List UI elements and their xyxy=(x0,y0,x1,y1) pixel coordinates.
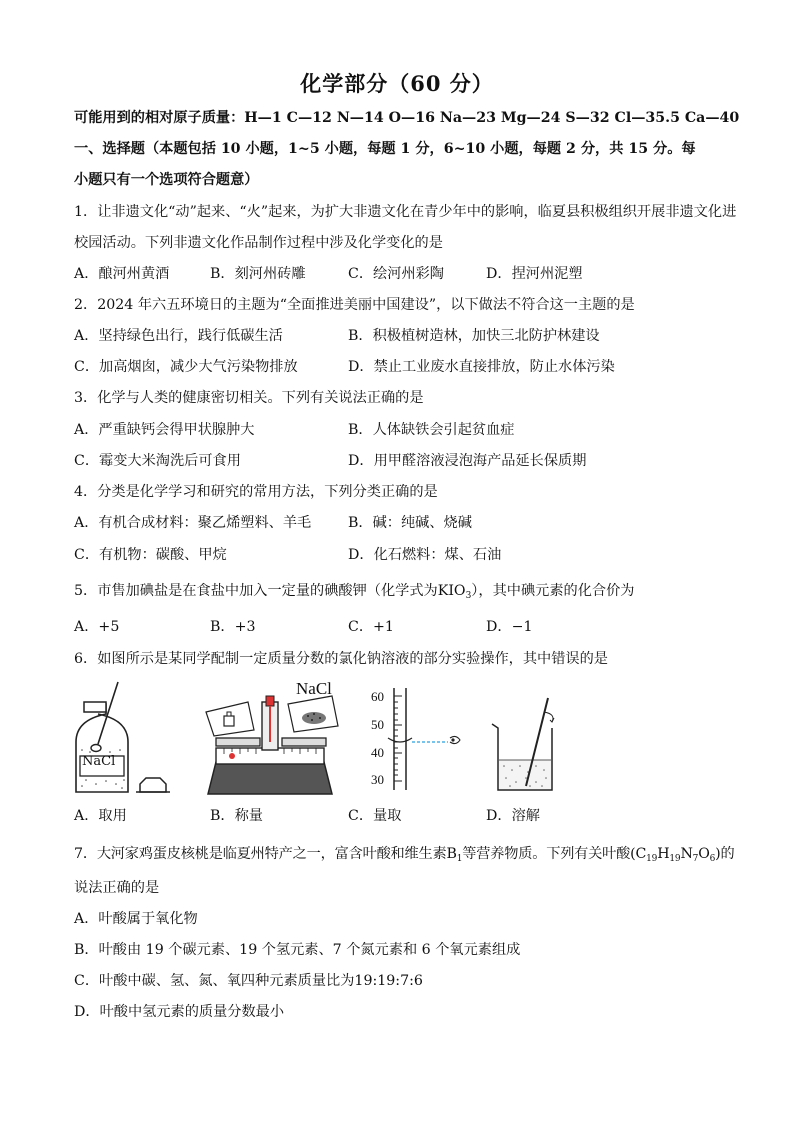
q5-formula: $KIO_3$ xyxy=(437,583,472,601)
q1-stem-line1: 1．让非遗文化“动”起来、“火”起来，为扩大非遗文化在青少年中的影响，临夏县积极组织开展非遗文化进 xyxy=(74,204,737,220)
figure-c-tick-30: 30 xyxy=(371,772,384,787)
q3-option-a: A．严重缺钙会得甲状腺肿大 xyxy=(74,422,255,438)
q2-option-a: A．坚持绿色出行，践行低碳生活 xyxy=(74,328,283,344)
q7-option-c: C．叶酸中碳、氢、氮、氧四种元素质量比为19:19:7:6 xyxy=(74,973,423,989)
q6-option-c: C．量取 xyxy=(348,808,402,824)
q1-stem-line2: 校园活动。下列非遗文化作品制作过程中涉及化学变化的是 xyxy=(74,235,443,251)
page-title: 化学部分（60 分） xyxy=(300,71,494,96)
figure-c-tick-40: 40 xyxy=(371,745,384,760)
q1-option-d: D．捏河州泥塑 xyxy=(486,266,583,282)
q5-stem-post: ），其中碘元素的化合价为 xyxy=(471,583,635,599)
q6-option-a: A．取用 xyxy=(74,808,127,824)
q4-option-a: A．有机合成材料：聚乙烯塑料、羊毛 xyxy=(74,515,312,531)
q7-option-a: A．叶酸属于氧化物 xyxy=(74,911,198,927)
q7-stem-line1: 7．大河家鸡蛋皮核桃是临夏州特产之一，富含叶酸和维生素$B_1$等营养物质。下列有关叶酸$(C_{19}H_{19}N_7O_6)$的 xyxy=(74,846,735,864)
q7-stem-line2: 说法正确的是 xyxy=(74,880,160,896)
q3-stem: 3．化学与人类的健康密切相关。下列有关说法正确的是 xyxy=(74,390,424,406)
q3-option-d: D．用甲醛溶液浸泡海产品延长保质期 xyxy=(348,453,587,469)
figure-a-label-nacl: NaCl xyxy=(82,754,116,769)
figure-c-tick-60: 60 xyxy=(371,689,384,704)
q7-folic-acid-formula: $(C_{19}H_{19}N_7O_6)$ xyxy=(630,846,721,864)
figure-d-dissolving xyxy=(486,694,566,794)
q4-option-c: C．有机物：碳酸、甲烷 xyxy=(74,547,227,563)
q7-option-b: B．叶酸由 19 个碳元素、19 个氢元素、7 个氮元素和 6 个氧元素组成 xyxy=(74,942,521,958)
section-heading-line2: 小题只有一个选项符合题意） xyxy=(74,172,259,188)
q5-option-c: C．+1 xyxy=(348,619,394,635)
q2-option-b: B．积极植树造林，加快三北防护林建设 xyxy=(348,328,600,344)
q4-option-b: B．碱：纯碱、烧碱 xyxy=(348,515,472,531)
figure-b-label-nacl: NaCl xyxy=(296,679,332,698)
q6-option-d: D．溶解 xyxy=(486,808,540,824)
q2-stem: 2．2024 年六五环境日的主题为“全面推进美丽中国建设”，以下做法不符合这一主题的是 xyxy=(74,297,635,313)
q4-stem: 4．分类是化学学习和研究的常用方法，下列分类正确的是 xyxy=(74,484,438,500)
q6-stem: 6．如图所示是某同学配制一定质量分数的氯化钠溶液的部分实验操作，其中错误的是 xyxy=(74,651,608,667)
q3-option-b: B．人体缺铁会引起贫血症 xyxy=(348,422,515,438)
q1-option-b: B．刻河州砖雕 xyxy=(210,266,306,282)
atomic-mass-line: 可能用到的相对原子质量：H—1 C—12 N—14 O—16 Na—23 Mg—24 S—32 Cl—35.5 Ca—40 xyxy=(74,110,740,126)
q5-stem-pre: 5．市售加碘盐是在食盐中加入一定量的碘酸钾（化学式为 xyxy=(74,583,438,599)
q5-option-a: A．+5 xyxy=(74,619,120,635)
q7-vitamin: $B_1$ xyxy=(446,846,463,864)
q7-option-d: D．叶酸中氢元素的质量分数最小 xyxy=(74,1004,285,1020)
q1-option-c: C．绘河州彩陶 xyxy=(348,266,444,282)
q5-option-d: D．−1 xyxy=(486,619,533,635)
q4-option-d: D．化石燃料：煤、石油 xyxy=(348,547,502,563)
q5-option-b: B．+3 xyxy=(210,619,256,635)
q5-stem xyxy=(74,581,734,601)
figure-c-tick-50: 50 xyxy=(371,717,384,732)
q3-option-c: C．霉变大米淘洗后可食用 xyxy=(74,453,241,469)
q1-option-a: A．酿河州黄酒 xyxy=(74,266,170,282)
q2-option-d: D．禁止工业废水直接排放，防止水体污染 xyxy=(348,359,615,375)
figure-a-take-reagent xyxy=(70,680,170,796)
q6-option-b: B．称量 xyxy=(210,808,263,824)
section-heading-line1: 一、选择题（本题包括 10 小题，1~5 小题，每题 1 分，6~10 小题，每题 2 分，共 15 分。每 xyxy=(74,141,696,157)
q2-option-c: C．加高烟囱，减少大气污染物排放 xyxy=(74,359,298,375)
